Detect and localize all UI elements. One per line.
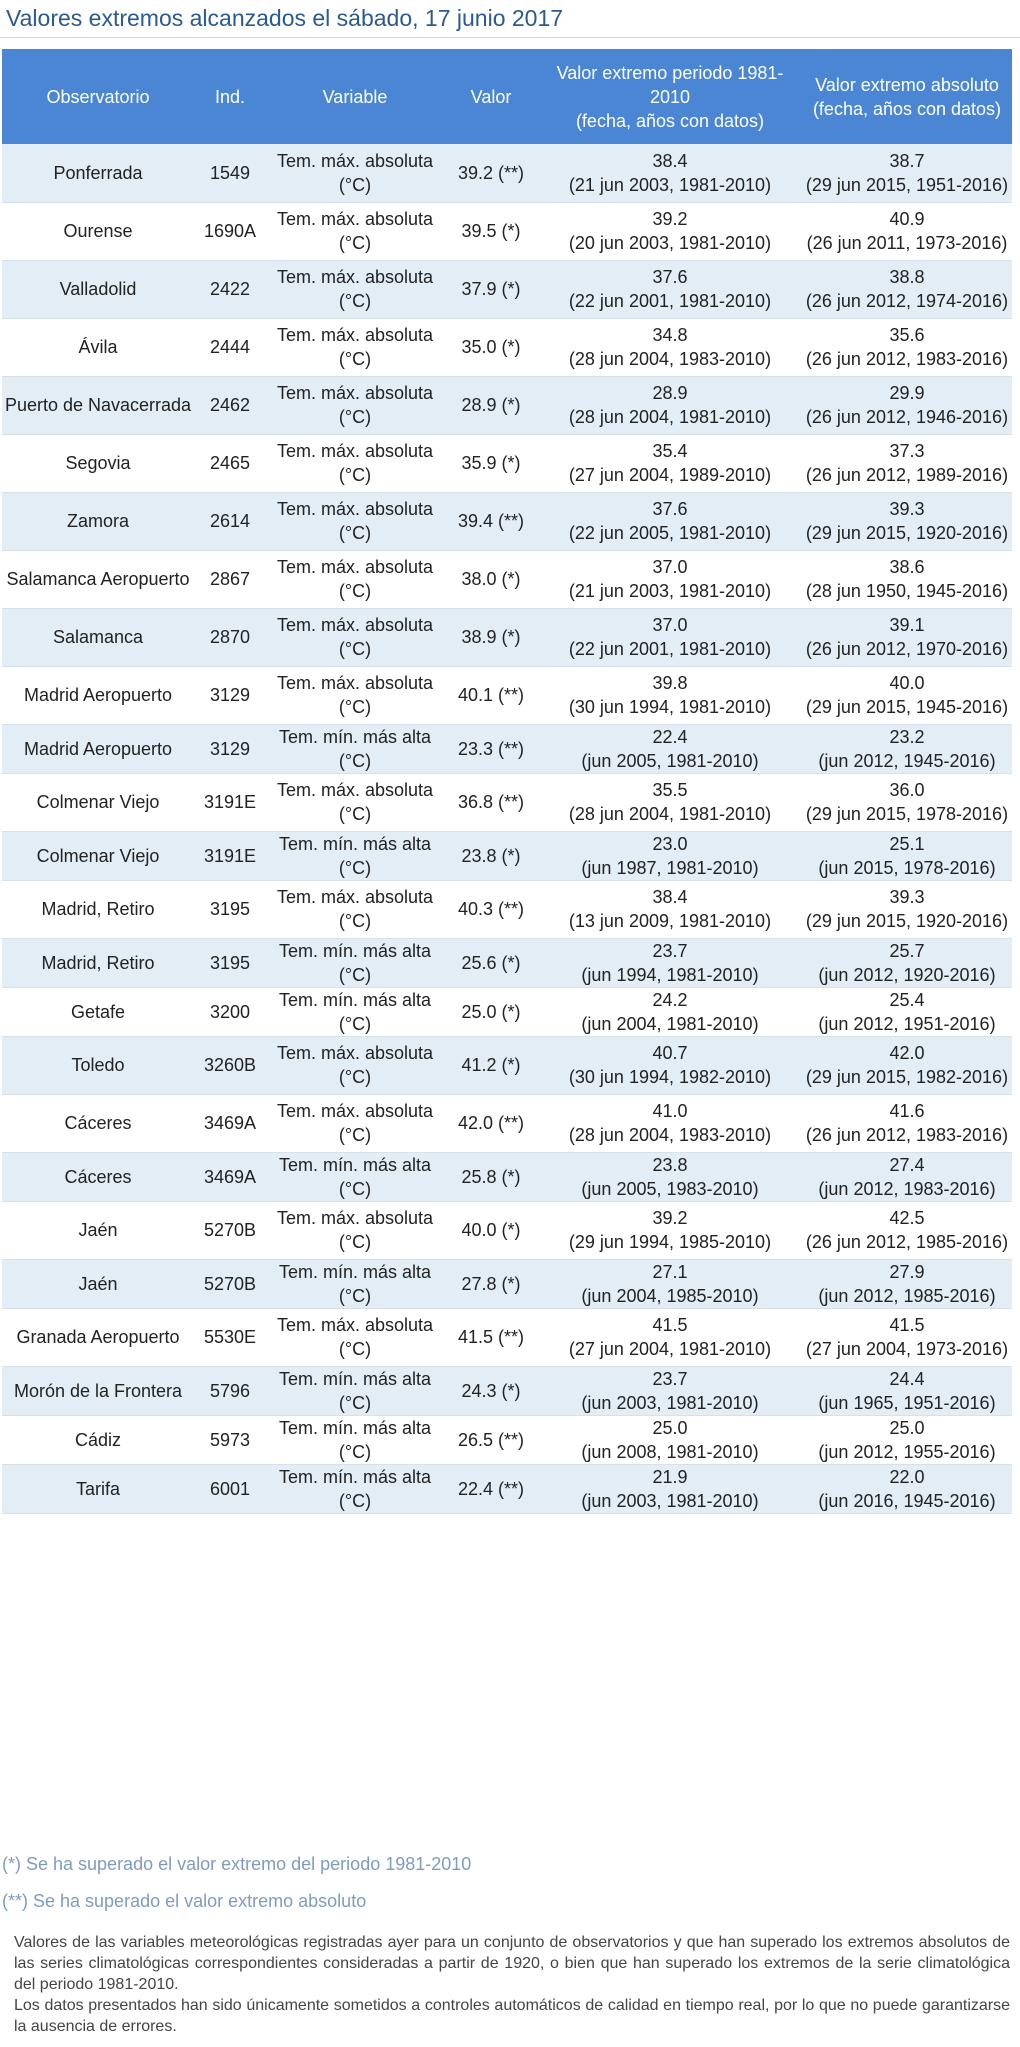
cell-absoluto-value: 24.4 <box>889 1368 925 1389</box>
cell-ind: 5796 <box>194 1366 266 1415</box>
cell-absoluto <box>802 202 1012 260</box>
table-row <box>2 202 1012 260</box>
cell-periodo-value: 25.0 <box>652 1417 688 1438</box>
cell-periodo-value: 37.6 <box>652 499 688 519</box>
table-header-row <box>2 49 1012 144</box>
cell-periodo-value: 21.9 <box>652 1466 688 1487</box>
cell-ind: 1549 <box>194 144 266 202</box>
cell-periodo-value: 27.1 <box>652 1261 688 1282</box>
cell-observatorio: Cádiz <box>2 1415 194 1464</box>
cell-absoluto <box>802 938 1012 987</box>
table-row <box>2 724 1012 773</box>
cell-periodo <box>538 318 802 376</box>
table-row <box>2 1366 1012 1415</box>
cell-absoluto-detail: (29 jun 2015, 1978-2016) <box>805 804 1009 824</box>
table-row <box>2 492 1012 550</box>
cell-absoluto-detail: (29 jun 2015, 1920-2016) <box>805 911 1009 931</box>
cell-ind: 3129 <box>194 724 266 773</box>
cell-valor: 38.0 (*) <box>444 550 538 608</box>
cell-observatorio: Madrid, Retiro <box>2 938 194 987</box>
cell-observatorio: Jaén <box>2 1259 194 1308</box>
cell-variable: Tem. mín. más alta (°C) <box>266 1464 444 1513</box>
cell-absoluto-detail: (jun 2012, 1945-2016) <box>818 750 996 771</box>
cell-periodo-detail: (27 jun 2004, 1981-2010) <box>568 1339 772 1359</box>
cell-absoluto <box>802 318 1012 376</box>
cell-observatorio: Madrid, Retiro <box>2 880 194 938</box>
cell-ind: 3260B <box>194 1036 266 1094</box>
table-row <box>2 434 1012 492</box>
cell-absoluto <box>802 1366 1012 1415</box>
cell-variable: Tem. máx. absoluta (°C) <box>266 880 444 938</box>
cell-periodo <box>538 492 802 550</box>
cell-periodo <box>538 1464 802 1513</box>
cell-variable: Tem. máx. absoluta (°C) <box>266 608 444 666</box>
cell-periodo-value: 40.7 <box>652 1043 688 1063</box>
page-title: Valores extremos alcanzados el sábado, 17 junio 2017 <box>0 0 1020 38</box>
cell-periodo-value: 37.0 <box>652 615 688 635</box>
cell-absoluto <box>802 666 1012 724</box>
cell-variable: Tem. máx. absoluta (°C) <box>266 318 444 376</box>
cell-absoluto-value: 42.5 <box>889 1208 925 1228</box>
cell-periodo-detail: (30 jun 1994, 1982-2010) <box>568 1067 772 1087</box>
cell-absoluto <box>802 260 1012 318</box>
cell-absoluto-detail: (26 jun 2012, 1985-2016) <box>805 1232 1009 1252</box>
cell-periodo-value: 41.5 <box>652 1315 688 1335</box>
cell-periodo-value: 23.7 <box>652 1368 688 1389</box>
cell-variable: Tem. máx. absoluta (°C) <box>266 376 444 434</box>
cell-periodo <box>538 1308 802 1366</box>
table-row <box>2 260 1012 318</box>
cell-ind: 3195 <box>194 938 266 987</box>
cell-absoluto <box>802 608 1012 666</box>
cell-periodo <box>538 608 802 666</box>
cell-periodo-detail: (21 jun 2003, 1981-2010) <box>568 581 772 601</box>
cell-absoluto <box>802 144 1012 202</box>
cell-absoluto <box>802 550 1012 608</box>
cell-periodo <box>538 938 802 987</box>
cell-periodo-value: 39.2 <box>652 1208 688 1228</box>
cell-ind: 5530E <box>194 1308 266 1366</box>
cell-absoluto-value: 25.7 <box>889 940 925 961</box>
header-observatorio: Observatorio <box>2 49 194 144</box>
cell-valor: 36.8 (**) <box>444 773 538 831</box>
cell-valor: 27.8 (*) <box>444 1259 538 1308</box>
header-valor: Valor <box>444 49 538 144</box>
cell-absoluto <box>802 1094 1012 1152</box>
cell-absoluto <box>802 773 1012 831</box>
cell-observatorio: Salamanca Aeropuerto <box>2 550 194 608</box>
cell-periodo <box>538 202 802 260</box>
cell-valor: 25.6 (*) <box>444 938 538 987</box>
cell-absoluto-value: 36.0 <box>889 780 925 800</box>
cell-variable: Tem. mín. más alta (°C) <box>266 1415 444 1464</box>
table-row <box>2 1201 1012 1259</box>
cell-absoluto-value: 38.7 <box>889 150 925 171</box>
cell-periodo <box>538 550 802 608</box>
cell-periodo-detail: (13 jun 2009, 1981-2010) <box>568 911 772 931</box>
cell-absoluto-value: 41.5 <box>889 1315 925 1335</box>
cell-periodo <box>538 1036 802 1094</box>
cell-absoluto <box>802 880 1012 938</box>
table-row <box>2 1259 1012 1308</box>
cell-variable: Tem. mín. más alta (°C) <box>266 1259 444 1308</box>
cell-absoluto-value: 27.4 <box>889 1154 925 1175</box>
cell-variable: Tem. máx. absoluta (°C) <box>266 666 444 724</box>
cell-periodo <box>538 831 802 880</box>
cell-valor: 38.9 (*) <box>444 608 538 666</box>
table-row <box>2 1152 1012 1201</box>
header-periodo-title: Valor extremo periodo 1981-2010 <box>556 62 784 107</box>
cell-periodo <box>538 987 802 1036</box>
cell-periodo-detail: (22 jun 2001, 1981-2010) <box>568 639 772 659</box>
cell-absoluto-value: 25.1 <box>889 833 925 854</box>
cell-absoluto-value: 40.0 <box>889 673 925 693</box>
cell-ind: 5973 <box>194 1415 266 1464</box>
cell-absoluto-value: 25.4 <box>889 989 925 1010</box>
cell-periodo-value: 35.4 <box>652 441 688 461</box>
cell-periodo <box>538 1094 802 1152</box>
cell-periodo-detail: (jun 2008, 1981-2010) <box>581 1441 759 1462</box>
cell-periodo-detail: (28 jun 2004, 1981-2010) <box>568 804 772 824</box>
cell-periodo <box>538 434 802 492</box>
cell-ind: 6001 <box>194 1464 266 1513</box>
cell-variable: Tem. mín. más alta (°C) <box>266 987 444 1036</box>
cell-absoluto-value: 27.9 <box>889 1261 925 1282</box>
cell-absoluto-value: 23.2 <box>889 726 925 747</box>
cell-absoluto <box>802 1152 1012 1201</box>
cell-variable: Tem. máx. absoluta (°C) <box>266 434 444 492</box>
cell-periodo-value: 35.5 <box>652 780 688 800</box>
cell-periodo-value: 28.9 <box>652 383 688 403</box>
cell-periodo <box>538 1366 802 1415</box>
cell-absoluto-value: 29.9 <box>889 383 925 403</box>
cell-periodo-detail: (27 jun 2004, 1989-2010) <box>568 465 772 485</box>
table-row <box>2 1308 1012 1366</box>
cell-valor: 40.3 (**) <box>444 880 538 938</box>
cell-periodo-value: 37.6 <box>652 267 688 287</box>
cell-absoluto-value: 22.0 <box>889 1466 925 1487</box>
cell-absoluto-value: 38.6 <box>889 557 925 577</box>
cell-ind: 3195 <box>194 880 266 938</box>
notes <box>0 1850 1020 1924</box>
cell-periodo-detail: (jun 1987, 1981-2010) <box>581 857 759 878</box>
cell-periodo-value: 39.2 <box>652 209 688 229</box>
cell-absoluto <box>802 1308 1012 1366</box>
cell-variable: Tem. máx. absoluta (°C) <box>266 1036 444 1094</box>
cell-absoluto-detail: (29 jun 2015, 1982-2016) <box>805 1067 1009 1087</box>
cell-ind: 2870 <box>194 608 266 666</box>
cell-variable: Tem. máx. absoluta (°C) <box>266 202 444 260</box>
cell-periodo-value: 22.4 <box>652 726 688 747</box>
header-variable: Variable <box>266 49 444 144</box>
cell-valor: 23.8 (*) <box>444 831 538 880</box>
cell-absoluto-detail: (26 jun 2012, 1946-2016) <box>805 407 1009 427</box>
cell-absoluto-value: 35.6 <box>889 325 925 345</box>
cell-absoluto-value: 38.8 <box>889 267 925 287</box>
cell-periodo-detail: (jun 1994, 1981-2010) <box>581 964 759 985</box>
cell-observatorio: Valladolid <box>2 260 194 318</box>
table-row <box>2 1036 1012 1094</box>
table-row <box>2 608 1012 666</box>
cell-ind: 5270B <box>194 1201 266 1259</box>
cell-variable: Tem. máx. absoluta (°C) <box>266 1201 444 1259</box>
cell-observatorio: Madrid Aeropuerto <box>2 724 194 773</box>
cell-periodo-value: 34.8 <box>652 325 688 345</box>
cell-ind: 3191E <box>194 773 266 831</box>
cell-periodo <box>538 666 802 724</box>
cell-variable: Tem. mín. más alta (°C) <box>266 938 444 987</box>
cell-periodo-value: 41.0 <box>652 1101 688 1121</box>
cell-periodo-detail: (22 jun 2005, 1981-2010) <box>568 523 772 543</box>
cell-absoluto-detail: (29 jun 2015, 1920-2016) <box>805 523 1009 543</box>
table-row <box>2 144 1012 202</box>
cell-periodo-detail: (28 jun 2004, 1981-2010) <box>568 407 772 427</box>
cell-ind: 2462 <box>194 376 266 434</box>
cell-valor: 35.0 (*) <box>444 318 538 376</box>
cell-observatorio: Salamanca <box>2 608 194 666</box>
cell-periodo-detail: (jun 2005, 1981-2010) <box>581 750 759 771</box>
cell-periodo-detail: (jun 2004, 1981-2010) <box>581 1013 759 1034</box>
cell-absoluto-detail: (29 jun 2015, 1945-2016) <box>805 697 1009 717</box>
cell-absoluto-value: 39.1 <box>889 615 925 635</box>
cell-absoluto-detail: (27 jun 2004, 1973-2016) <box>805 1339 1009 1359</box>
cell-observatorio: Getafe <box>2 987 194 1036</box>
cell-valor: 22.4 (**) <box>444 1464 538 1513</box>
cell-periodo <box>538 724 802 773</box>
cell-valor: 26.5 (**) <box>444 1415 538 1464</box>
cell-variable: Tem. mín. más alta (°C) <box>266 831 444 880</box>
cell-valor: 40.1 (**) <box>444 666 538 724</box>
header-absoluto <box>802 49 1012 144</box>
cell-observatorio: Zamora <box>2 492 194 550</box>
cell-valor: 37.9 (*) <box>444 260 538 318</box>
cell-ind: 2614 <box>194 492 266 550</box>
table-row <box>2 550 1012 608</box>
cell-variable: Tem. máx. absoluta (°C) <box>266 773 444 831</box>
cell-absoluto <box>802 434 1012 492</box>
cell-periodo-detail: (jun 2003, 1981-2010) <box>581 1392 759 1413</box>
table-row <box>2 666 1012 724</box>
header-periodo <box>538 49 802 144</box>
cell-absoluto <box>802 1464 1012 1513</box>
cell-absoluto-value: 39.3 <box>889 887 925 907</box>
cell-absoluto-detail: (26 jun 2012, 1974-2016) <box>805 291 1009 311</box>
cell-variable: Tem. mín. más alta (°C) <box>266 1152 444 1201</box>
cell-absoluto <box>802 1201 1012 1259</box>
cell-periodo-value: 24.2 <box>652 989 688 1010</box>
cell-periodo-detail: (22 jun 2001, 1981-2010) <box>568 291 772 311</box>
cell-absoluto-detail: (jun 1965, 1951-2016) <box>818 1392 996 1413</box>
description <box>14 1932 1010 2037</box>
note-single-asterisk: (*) Se ha superado el valor extremo del periodo 1981-2010 <box>2 1854 472 1874</box>
cell-valor: 39.5 (*) <box>444 202 538 260</box>
cell-absoluto-value: 37.3 <box>889 441 925 461</box>
cell-valor: 40.0 (*) <box>444 1201 538 1259</box>
cell-ind: 2444 <box>194 318 266 376</box>
cell-ind: 1690A <box>194 202 266 260</box>
cell-observatorio: Ponferrada <box>2 144 194 202</box>
cell-valor: 41.5 (**) <box>444 1308 538 1366</box>
cell-periodo-detail: (21 jun 2003, 1981-2010) <box>568 174 772 195</box>
cell-absoluto-detail: (26 jun 2011, 1973-2016) <box>806 233 1008 253</box>
table-body <box>2 144 1012 1513</box>
table-row <box>2 1464 1012 1513</box>
table-row <box>2 1094 1012 1152</box>
cell-ind: 2465 <box>194 434 266 492</box>
table-row <box>2 1415 1012 1464</box>
cell-valor: 39.4 (**) <box>444 492 538 550</box>
cell-variable: Tem. mín. más alta (°C) <box>266 724 444 773</box>
description-paragraph-1: Valores de las variables meteorológicas registradas ayer para un conjunto de observatorios y que han superado los extremos absolutos de las series climatológicas correspondientes consideradas a partir de 1920, o bien que han superado los extremos de la serie climatológica del periodo 1981-2010. <box>14 1934 1010 1993</box>
cell-valor: 42.0 (**) <box>444 1094 538 1152</box>
table-row <box>2 318 1012 376</box>
header-ind: Ind. <box>194 49 266 144</box>
cell-absoluto-detail: (26 jun 2012, 1983-2016) <box>805 1125 1009 1145</box>
cell-valor: 25.0 (*) <box>444 987 538 1036</box>
cell-periodo-value: 39.8 <box>652 673 688 693</box>
cell-valor: 39.2 (**) <box>444 144 538 202</box>
cell-absoluto <box>802 376 1012 434</box>
cell-periodo <box>538 260 802 318</box>
cell-observatorio: Madrid Aeropuerto <box>2 666 194 724</box>
header-absoluto-title: Valor extremo absoluto <box>815 74 999 95</box>
cell-valor: 41.2 (*) <box>444 1036 538 1094</box>
cell-observatorio: Morón de la Frontera <box>2 1366 194 1415</box>
cell-absoluto-value: 42.0 <box>889 1043 925 1063</box>
cell-observatorio: Toledo <box>2 1036 194 1094</box>
cell-variable: Tem. mín. más alta (°C) <box>266 1366 444 1415</box>
cell-periodo-detail: (28 jun 2004, 1983-2010) <box>568 349 772 369</box>
cell-periodo-detail: (29 jun 1994, 1985-2010) <box>568 1232 772 1252</box>
cell-periodo <box>538 144 802 202</box>
cell-absoluto-value: 39.3 <box>889 499 925 519</box>
cell-absoluto-detail: (26 jun 2012, 1989-2016) <box>805 465 1009 485</box>
cell-absoluto-detail: (26 jun 2012, 1970-2016) <box>805 639 1009 659</box>
cell-observatorio: Segovia <box>2 434 194 492</box>
cell-valor: 35.9 (*) <box>444 434 538 492</box>
cell-observatorio: Cáceres <box>2 1094 194 1152</box>
description-paragraph-2: Los datos presentados han sido únicamente sometidos a controles automáticos de calidad en tiempo real, por lo que no puede garantizarse la ausencia de errores. <box>14 1997 1010 2035</box>
note-double-asterisk: (**) Se ha superado el valor extremo absoluto <box>2 1891 367 1911</box>
cell-absoluto-detail: (jun 2015, 1978-2016) <box>818 857 996 878</box>
cell-ind: 2422 <box>194 260 266 318</box>
table-row <box>2 938 1012 987</box>
cell-ind: 5270B <box>194 1259 266 1308</box>
cell-absoluto-detail: (jun 2012, 1951-2016) <box>818 1013 996 1034</box>
cell-observatorio: Ourense <box>2 202 194 260</box>
cell-observatorio: Granada Aeropuerto <box>2 1308 194 1366</box>
cell-absoluto <box>802 1036 1012 1094</box>
cell-absoluto-detail: (29 jun 2015, 1951-2016) <box>805 174 1009 195</box>
cell-periodo-detail: (28 jun 2004, 1983-2010) <box>568 1125 772 1145</box>
cell-variable: Tem. máx. absoluta (°C) <box>266 260 444 318</box>
cell-absoluto-value: 40.9 <box>889 209 925 229</box>
table-row <box>2 831 1012 880</box>
cell-variable: Tem. máx. absoluta (°C) <box>266 550 444 608</box>
cell-periodo-value: 38.4 <box>652 887 688 907</box>
cell-absoluto-detail: (jun 2012, 1985-2016) <box>818 1285 996 1306</box>
cell-periodo-detail: (jun 2004, 1985-2010) <box>581 1285 759 1306</box>
cell-periodo <box>538 1259 802 1308</box>
cell-valor: 23.3 (**) <box>444 724 538 773</box>
extremes-table <box>2 49 1012 1514</box>
header-periodo-subtitle: (fecha, años con datos) <box>575 110 765 131</box>
cell-periodo-value: 23.8 <box>652 1154 688 1175</box>
cell-valor: 24.3 (*) <box>444 1366 538 1415</box>
cell-variable: Tem. máx. absoluta (°C) <box>266 144 444 202</box>
cell-periodo-detail: (30 jun 1994, 1981-2010) <box>568 697 772 717</box>
cell-observatorio: Jaén <box>2 1201 194 1259</box>
cell-absoluto-value: 41.6 <box>889 1101 925 1121</box>
table-row <box>2 987 1012 1036</box>
cell-absoluto-value: 25.0 <box>889 1417 925 1438</box>
cell-periodo <box>538 880 802 938</box>
cell-valor: 28.9 (*) <box>444 376 538 434</box>
cell-observatorio: Puerto de Navacerrada <box>2 376 194 434</box>
cell-periodo-value: 23.7 <box>652 940 688 961</box>
table-row <box>2 880 1012 938</box>
cell-absoluto-detail: (jun 2012, 1955-2016) <box>818 1441 996 1462</box>
cell-absoluto-detail: (jun 2012, 1983-2016) <box>818 1178 996 1199</box>
cell-ind: 3469A <box>194 1094 266 1152</box>
cell-periodo <box>538 376 802 434</box>
cell-periodo <box>538 773 802 831</box>
cell-ind: 3200 <box>194 987 266 1036</box>
cell-periodo <box>538 1201 802 1259</box>
cell-variable: Tem. máx. absoluta (°C) <box>266 1308 444 1366</box>
cell-absoluto-detail: (jun 2016, 1945-2016) <box>818 1490 996 1511</box>
table-row <box>2 773 1012 831</box>
cell-variable: Tem. máx. absoluta (°C) <box>266 492 444 550</box>
cell-ind: 2867 <box>194 550 266 608</box>
cell-observatorio: Colmenar Viejo <box>2 831 194 880</box>
cell-variable: Tem. máx. absoluta (°C) <box>266 1094 444 1152</box>
cell-valor: 25.8 (*) <box>444 1152 538 1201</box>
cell-periodo-value: 37.0 <box>652 557 688 577</box>
cell-observatorio: Tarifa <box>2 1464 194 1513</box>
cell-periodo-value: 23.0 <box>652 833 688 854</box>
cell-absoluto <box>802 1259 1012 1308</box>
header-absoluto-subtitle: (fecha, años con datos) <box>812 98 1002 119</box>
cell-periodo <box>538 1415 802 1464</box>
cell-observatorio: Cáceres <box>2 1152 194 1201</box>
cell-periodo <box>538 1152 802 1201</box>
cell-absoluto <box>802 724 1012 773</box>
cell-ind: 3191E <box>194 831 266 880</box>
cell-absoluto <box>802 1415 1012 1464</box>
cell-periodo-detail: (jun 2005, 1983-2010) <box>581 1178 759 1199</box>
cell-ind: 3469A <box>194 1152 266 1201</box>
cell-absoluto-detail: (26 jun 2012, 1983-2016) <box>805 349 1009 369</box>
cell-periodo-detail: (jun 2003, 1981-2010) <box>581 1490 759 1511</box>
cell-observatorio: Colmenar Viejo <box>2 773 194 831</box>
cell-absoluto-detail: (jun 2012, 1920-2016) <box>818 964 996 985</box>
table-row <box>2 376 1012 434</box>
cell-absoluto <box>802 831 1012 880</box>
cell-periodo-detail: (20 jun 2003, 1981-2010) <box>568 233 772 253</box>
cell-absoluto <box>802 492 1012 550</box>
cell-periodo-value: 38.4 <box>652 150 688 171</box>
cell-absoluto-detail: (28 jun 1950, 1945-2016) <box>805 581 1009 601</box>
cell-ind: 3129 <box>194 666 266 724</box>
cell-absoluto <box>802 987 1012 1036</box>
cell-observatorio: Ávila <box>2 318 194 376</box>
